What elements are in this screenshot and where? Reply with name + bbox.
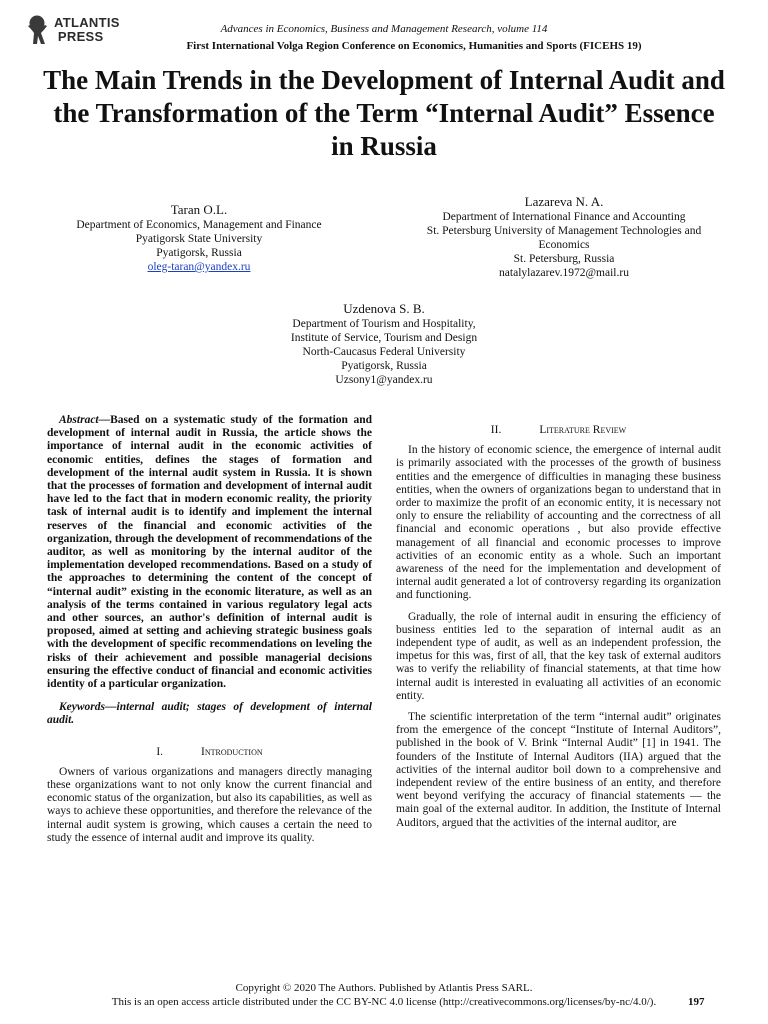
section-number: II.: [490, 424, 502, 436]
paragraph: In the history of economic science, the emergence of internal audit is primarily associated with the processes of the growth of business entities and the emergence of difficulties in managing these business entities, when the owners of organizations began to understand that in order to maximize the profit of an economic entity, it is necessary not only to ensure the reliability of accounting and the correctness of all financial and economic operations , but also provide effective management of all financial and economic processes to improve activities of an economic entity as a whole. Such an important awareness of the need for the implementation and development of internal audit generated a lot of controversy regarding its organization and functioning.: [396, 444, 721, 602]
right-column: [396, 424, 721, 838]
author-block-3: [234, 300, 534, 387]
section-heading-introduction: [47, 746, 372, 759]
author-email: natalylazarev.1972@mail.ru: [499, 267, 629, 279]
author-affiliation-line: Economics: [538, 239, 590, 251]
paragraph: Owners of various organizations and managers directly managing these organizations want to not only know the current financial and economic status of the organization, but also its capabilities, as well as ways to achieve these opportunities, and therefore the relevance of the internal audit system is growing, which causes a certain the need to study the essence of internal audit and improve its quality.: [47, 765, 372, 844]
author-email-link[interactable]: oleg-taran@yandex.ru: [147, 261, 251, 273]
paragraph: Gradually, the role of internal audit in ensuring the efficiency of business entities led to the separation of internal audit as an independent type of audit, as well as an independent profession, the impetus for this was, first of all, that the key task of external auditors was to verify the reliability of financial statements, at that time how internal audit is interested in evaluating all activities of an economic entity.: [396, 610, 721, 702]
logo-wordmark: ATLANTIS PRESS: [54, 15, 120, 44]
author-affiliation-line: Department of Economics, Management and Finance: [76, 219, 322, 231]
conference-line: First International Volga Region Conference on Economics, Humanities and Sports (FICEHS 19): [186, 40, 642, 52]
paper-title: The Main Trends in the Development of Internal Audit and the Transformation of the Term “Internal Audit” Essence in Russia: [43, 65, 725, 161]
author-block-2: [398, 193, 730, 280]
author-affiliation-line: Pyatigorsk, Russia: [156, 247, 242, 259]
keywords-label: Keywords: [59, 701, 105, 714]
author-email: Uzsony1@yandex.ru: [335, 374, 433, 386]
volume-line: Advances in Economics, Business and Management Research, volume 114: [220, 23, 548, 35]
abstract-text: —Based on a systematic study of the formation and development of internal audit in Russia, the article shows the importance of internal audit in the economic activities of economic entities, defines the stages of formation and development of the internal audit system in Russia. It is shown that the processes of formation and development of internal audit have led to the fact that in modern economic reality, the priority task of internal audit is to identify and implement the internal reserves of the financial and economic activities of the organization, through the development of recommendations of the auditor, as well as monitoring by the internal auditor of the implementation developed recommendations. Based on a study of the approaches to determining the content of the concept of “internal audit” existing in the economic literature, as well as an analysis of the terms contained in various regulatory legal acts and other sources, an author's definition of internal audit is proposed, aimed at setting and achieving strategic business goals with the development of specific recommendations on leveling the risks of their achievement and possible managerial decisions ensuring the effective conduct of financial and economic activities identity of a particular organization.: [47, 414, 372, 691]
copyright-line: Copyright © 2020 The Authors. Published by Atlantis Press SARL.: [235, 982, 533, 994]
keywords-text: —internal audit; stages of development of internal audit.: [47, 701, 372, 727]
paragraph: The scientific interpretation of the term “internal audit” originates from the emergence of the concept “Institute of Internal Auditors”, published in the book of V. Brink “Internal Audit” [1] in 1941. The founders of the Institute of Internal Auditors (IIA) argued that the activities of the internal auditor boil down to a comprehensive and independent review of the entire business of an entity, and therefore went beyond verifying the accuracy of financial statements — the main goal of the external auditor. In addition, the Institute of Internal Auditors, argued that the activities of the internal auditor, are: [396, 711, 721, 829]
section-title: Literature Review: [539, 424, 627, 436]
author-affiliation-line: Department of Tourism and Hospitality,: [292, 318, 476, 330]
author-affiliation-line: Department of International Finance and Accounting: [442, 211, 686, 223]
abstract: [47, 414, 372, 691]
author-name: Lazareva N. A.: [524, 194, 604, 209]
author-affiliation-line: Institute of Service, Tourism and Design: [290, 332, 478, 344]
keywords: [47, 701, 372, 727]
license-line: This is an open access article distributed under the CC BY-NC 4.0 license (http://creativecommons.org/licenses/by-nc/4.0/).: [111, 996, 657, 1008]
author-affiliation-line: Pyatigorsk, Russia: [341, 360, 427, 372]
author-name: Taran O.L.: [170, 202, 228, 217]
section-title: Introduction: [201, 745, 263, 758]
author-block-1: [40, 201, 358, 274]
author-affiliation-line: Pyatigorsk State University: [135, 233, 263, 245]
section-number: I.: [156, 745, 164, 758]
author-affiliation-line: North-Caucasus Federal University: [302, 346, 466, 358]
author-affiliation-line: St. Petersburg University of Management Technologies and: [426, 225, 702, 237]
author-name: Uzdenova S. B.: [343, 301, 425, 316]
abstract-label: Abstract: [59, 414, 99, 426]
author-affiliation-line: St. Petersburg, Russia: [513, 253, 615, 265]
page-number: 197: [688, 996, 705, 1008]
section-heading-literature-review: [396, 424, 721, 437]
left-column: [47, 414, 372, 853]
